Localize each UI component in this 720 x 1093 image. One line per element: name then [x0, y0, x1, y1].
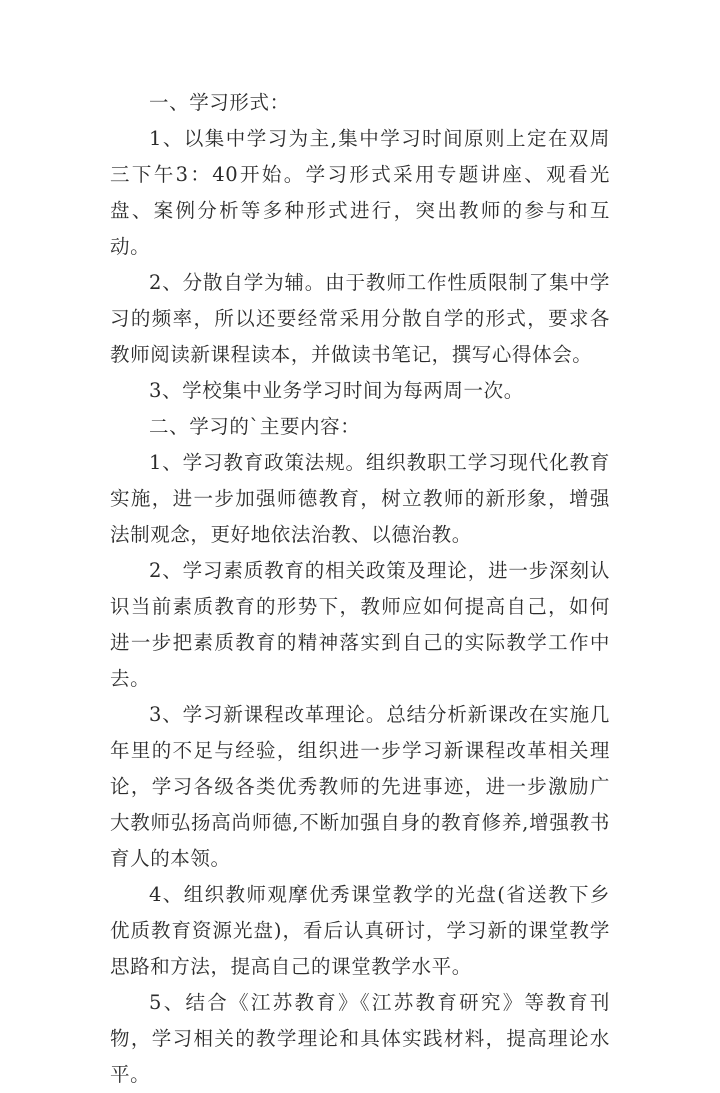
paragraph-curriculum-reform: 3、学习新课程改革理论。总结分析新课改在实施几年里的不足与经验，组织进一步学习新课程改革相关理论，学习各级各类优秀教师的先进事迹，进一步激励广大教师弘扬高尚师德,不断加强自身的教育修养,增强教书育人的本领。	[110, 703, 610, 870]
paragraph-journals: 5、结合《江苏教育》《江苏教育研究》等教育刊物，学习相关的教学理论和具体实践材料，提高理论水平。	[110, 991, 610, 1086]
paragraph-study-frequency: 3、学校集中业务学习时间为每两周一次。	[149, 379, 524, 402]
section-heading-main-content: 二、学习的`主要内容：	[149, 415, 361, 438]
paragraph-self-study: 2、分散自学为辅。由于教师工作性质限制了集中学习的频率，所以还要经常采用分散自学的形式，要求各教师阅读新课程读本，并做读书笔记，撰写心得体会。	[110, 271, 610, 366]
paragraph-quality-education: 2、学习素质教育的相关政策及理论，进一步深刻认识当前素质教育的形势下，教师应如何提高自己，如何进一步把素质教育的精神落实到自己的实际教学工作中去。	[110, 559, 610, 690]
paragraph-observe-lessons: 4、组织教师观摩优秀课堂教学的光盘(省送教下乡优质教育资源光盘)，看后认真研讨，学习新的课堂教学思路和方法，提高自己的课堂教学水平。	[110, 883, 610, 978]
section-heading-learning-form: 一、学习形式：	[149, 91, 290, 114]
paragraph-policy-regulations: 1、学习教育政策法规。组织教职工学习现代化教育实施，进一步加强师德教育，树立教师的新形象，增强法制观念，更好地依法治教、以德治教。	[110, 451, 610, 546]
paragraph-collective-study: 1、以集中学习为主,集中学习时间原则上定在双周三下午3：40开始。学习形式采用专题讲座、观看光盘、案例分析等多种形式进行，突出教师的参与和互动。	[110, 127, 610, 258]
document-body	[110, 85, 610, 1093]
